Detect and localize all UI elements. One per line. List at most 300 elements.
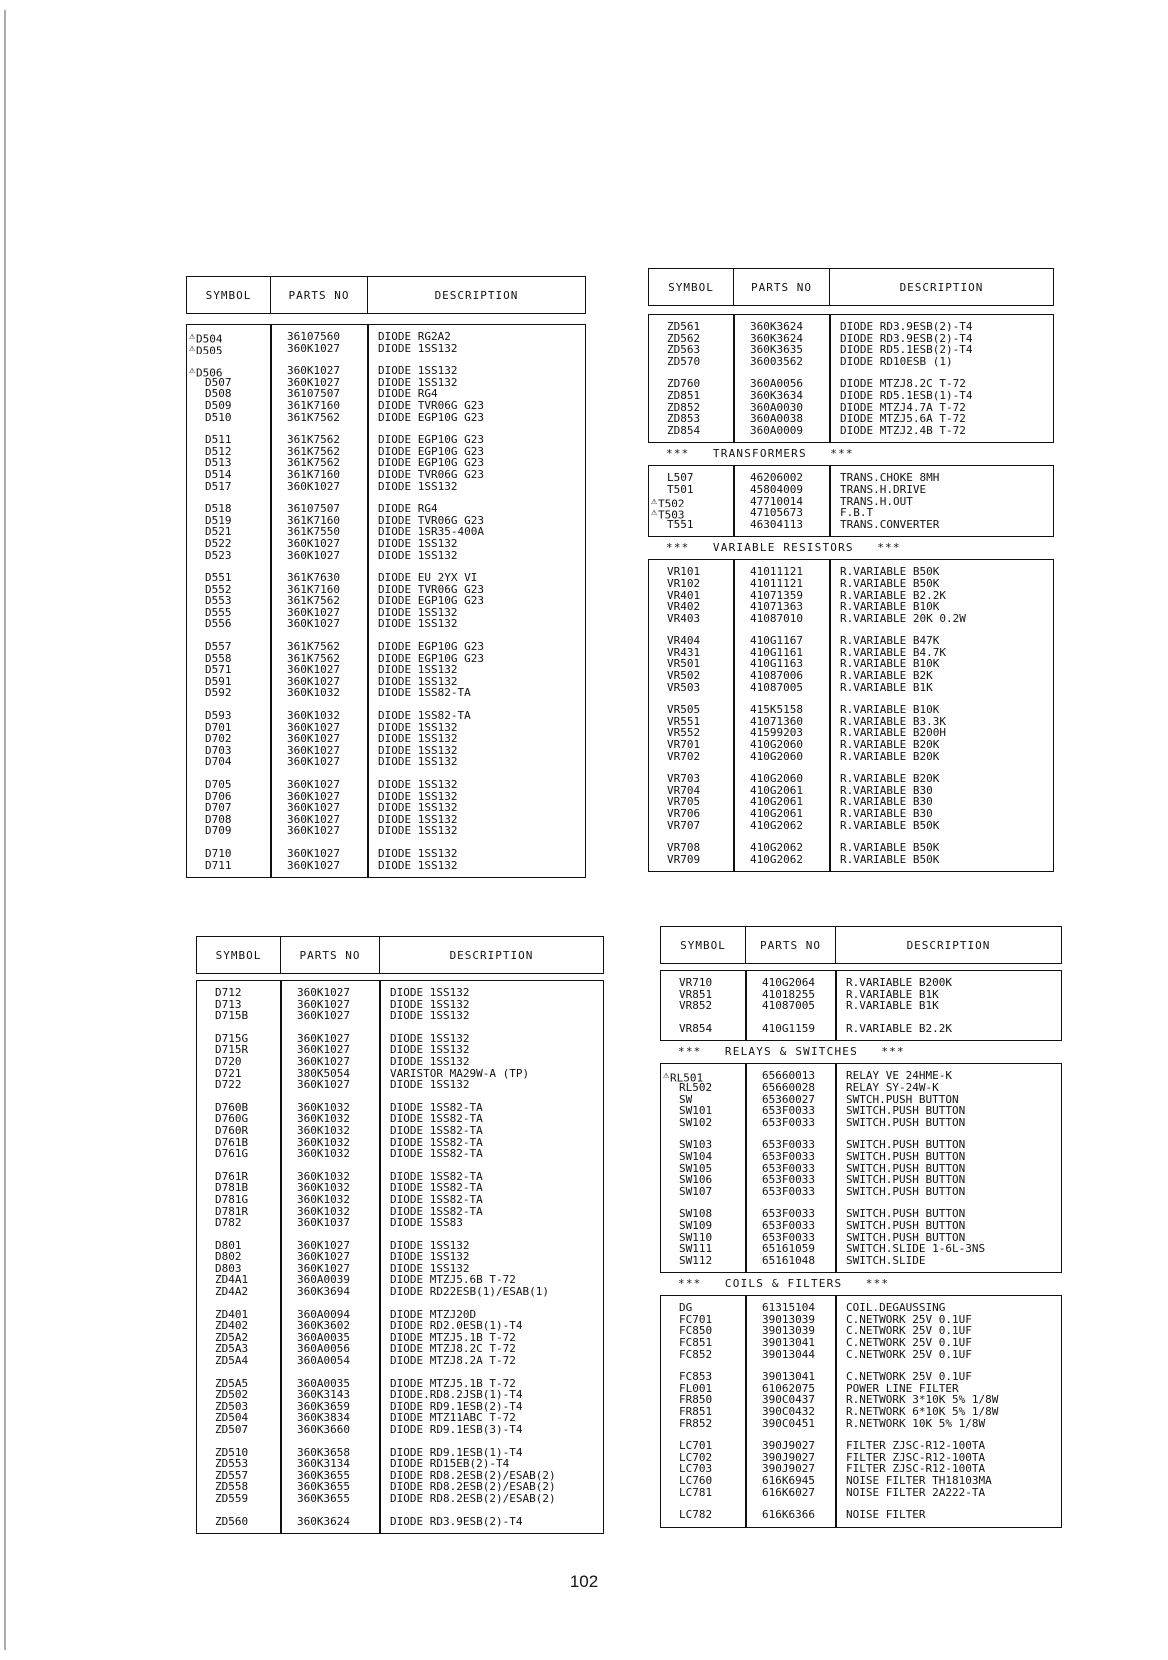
symbol-cell xyxy=(661,1371,746,1383)
row-group xyxy=(661,1139,1061,1197)
symbol-cell xyxy=(197,987,281,999)
symbol-cell xyxy=(197,1044,281,1056)
description-cell: DIODE RD8.2ESB(2)/ESAB(2) xyxy=(390,1481,556,1493)
symbol-cell xyxy=(187,791,271,803)
table-row xyxy=(187,722,585,734)
description-cell: COIL.DEGAUSSING xyxy=(846,1302,946,1314)
description-cell: DIODE RD9.1ESB(1)-T4 xyxy=(390,1446,523,1459)
table-header xyxy=(648,268,1054,306)
table-row xyxy=(649,390,1053,402)
parts-no-cell: 360K1032 xyxy=(297,1205,350,1218)
parts-no-cell: 36107507 xyxy=(287,503,340,515)
table-row xyxy=(197,987,603,999)
table-row xyxy=(649,613,1053,625)
symbol-cell xyxy=(649,842,734,854)
symbol-cell xyxy=(187,802,271,814)
symbol-cell xyxy=(197,1182,281,1194)
description-cell: DIODE 1SS132 xyxy=(378,342,458,355)
row-group xyxy=(649,566,1053,624)
description-cell: NOISE FILTER TH18103MA xyxy=(846,1475,992,1487)
description-cell: DIODE RD3.9ESB(2)-T4 xyxy=(390,1515,523,1528)
table-row xyxy=(187,791,585,803)
description-cell: DIODE EGP10G G23 xyxy=(378,457,484,469)
symbol-text: VR710 xyxy=(679,977,713,989)
table-row xyxy=(649,519,1053,531)
symbol-text: ZD5A2 xyxy=(215,1331,249,1344)
table-row xyxy=(661,1208,1061,1220)
table-row xyxy=(649,751,1053,763)
symbol-text: FC701 xyxy=(679,1313,713,1326)
description-cell: DIODE 1SS82-TA xyxy=(390,1205,483,1218)
parts-no-cell: 653F0033 xyxy=(762,1139,815,1151)
table-row xyxy=(187,365,585,377)
symbol-cell xyxy=(649,727,734,739)
description-cell: R.VARIABLE B2.2K xyxy=(846,1022,952,1035)
parts-no-cell: 61315104 xyxy=(762,1302,815,1314)
table-row xyxy=(661,1418,1061,1430)
description-cell: DIODE RD22ESB(1)/ESAB(1) xyxy=(390,1286,549,1298)
symbol-text: D802 xyxy=(215,1251,242,1263)
parts-no-cell: 36107507 xyxy=(287,388,340,400)
symbol-text: VR703 xyxy=(667,773,701,785)
parts-no-cell: 360K3624 xyxy=(297,1515,350,1528)
symbol-text: FC852 xyxy=(679,1348,713,1361)
header-description: DESCRIPTION xyxy=(434,288,519,302)
row-group xyxy=(197,1033,603,1091)
parts-no-cell: 41071360 xyxy=(750,715,803,728)
table-row xyxy=(649,601,1053,613)
table-row xyxy=(661,1302,1061,1314)
symbol-cell xyxy=(197,1401,281,1413)
row-group xyxy=(649,773,1053,831)
symbol-cell xyxy=(187,848,271,860)
table-row xyxy=(197,1309,603,1321)
table-row xyxy=(187,779,585,791)
table-row xyxy=(197,1493,603,1505)
symbol-text: SW107 xyxy=(679,1185,713,1198)
symbol-text: ZD502 xyxy=(215,1389,249,1401)
table-row xyxy=(661,1000,1061,1012)
parts-no-cell: 360K1027 xyxy=(287,825,340,837)
parts-no-cell: 41011121 xyxy=(750,566,803,578)
description-cell: DIODE RD5.1ESB(2)-T4 xyxy=(840,344,973,356)
description-cell: DIODE 1SS132 xyxy=(390,1079,470,1091)
description-cell: DIODE.RD8.2JSB(1)-T4 xyxy=(390,1389,523,1401)
parts-no-cell: 360K1027 xyxy=(287,744,340,757)
symbol-text: D509 xyxy=(205,399,232,412)
symbol-cell xyxy=(661,1220,746,1232)
symbol-text: D781R xyxy=(215,1205,249,1218)
table-row xyxy=(661,977,1061,989)
symbol-text: LC701 xyxy=(679,1440,713,1452)
symbol-text: D760R xyxy=(215,1124,249,1137)
parts-no-cell: 360K1027 xyxy=(297,987,350,999)
section-heading: *** TRANSFORMERS *** xyxy=(666,447,854,461)
column-divider xyxy=(829,466,831,536)
description-cell: DIODE 1SS132 xyxy=(378,618,458,631)
page-number: 102 xyxy=(569,1572,599,1591)
parts-no-cell: 360A0038 xyxy=(750,413,803,425)
description-cell: DIODE 1SS132 xyxy=(378,859,458,872)
description-cell: DIODE EU 2YX VI xyxy=(378,572,478,584)
description-cell: VARISTOR MA29W-A (TP) xyxy=(390,1067,530,1080)
symbol-text: RL501 xyxy=(670,1071,704,1082)
description-cell: DIODE RD10ESB (1) xyxy=(840,355,953,368)
table-row xyxy=(197,1033,603,1045)
description-cell: R.VARIABLE B10K xyxy=(840,601,940,613)
symbol-text: D703 xyxy=(205,744,232,757)
description-cell: DIODE 1SS132 xyxy=(378,606,458,619)
symbol-cell xyxy=(197,1068,281,1080)
symbol-text: D761G xyxy=(215,1148,249,1160)
symbol-cell xyxy=(197,1171,281,1183)
description-cell: DIODE 1SR35-400A xyxy=(378,526,484,538)
table-row xyxy=(187,538,585,550)
symbol-cell xyxy=(661,1418,746,1430)
symbol-cell xyxy=(197,1412,281,1424)
description-cell: SWITCH.PUSH BUTTON xyxy=(846,1105,966,1117)
symbol-cell xyxy=(661,1463,746,1475)
header-description: DESCRIPTION xyxy=(899,280,984,294)
description-cell: R.VARIABLE B20K xyxy=(840,773,940,785)
symbol-text: ZD854 xyxy=(667,424,701,437)
description-cell: NOISE FILTER 2A222-TA xyxy=(846,1486,986,1499)
symbol-text: D720 xyxy=(215,1055,242,1068)
parts-no-cell: 361K7562 xyxy=(287,641,340,653)
table-row xyxy=(187,733,585,745)
table-body xyxy=(186,324,586,891)
symbol-cell xyxy=(649,704,734,716)
description-cell: SWITCH.PUSH BUTTON xyxy=(846,1139,966,1151)
symbol-text: ZD851 xyxy=(667,389,701,402)
description-cell: R.VARIABLE B1K xyxy=(846,988,939,1001)
table-body xyxy=(648,314,1054,886)
description-cell: DIODE 1SS82-TA xyxy=(390,1193,483,1206)
parts-no-cell: 41011121 xyxy=(750,577,803,590)
table-row xyxy=(649,670,1053,682)
row-group xyxy=(197,1378,603,1436)
parts-no-cell: 36107560 xyxy=(287,331,340,343)
table-row xyxy=(661,1117,1061,1129)
parts-block xyxy=(648,559,1054,872)
table-row xyxy=(187,388,585,400)
table-row xyxy=(661,1243,1061,1255)
description-cell: DIODE RD9.1ESB(3)-T4 xyxy=(390,1424,523,1436)
description-cell: R.VARIABLE B200H xyxy=(840,727,946,740)
symbol-text: VR551 xyxy=(667,715,701,728)
symbol-cell xyxy=(197,1355,281,1367)
parts-no-cell: 410G2062 xyxy=(750,819,803,832)
parts-no-cell: 360K1027 xyxy=(287,756,340,768)
description-cell: DIODE 1SS132 xyxy=(378,779,458,791)
parts-no-cell: 39013044 xyxy=(762,1348,815,1361)
description-cell: DIODE MTZJ5.1B T-72 xyxy=(390,1331,516,1344)
symbol-text: ZD510 xyxy=(215,1446,249,1459)
description-cell: C.NETWORK 25V 0.1UF xyxy=(846,1371,972,1383)
parts-no-cell: 360A0054 xyxy=(297,1355,350,1367)
symbol-cell xyxy=(197,1470,281,1482)
row-group xyxy=(187,710,585,768)
description-cell: DIODE MTZJ4.7A T-72 xyxy=(840,401,966,414)
row-group xyxy=(197,1102,603,1160)
header-parts-no: PARTS NO xyxy=(271,277,368,313)
table-row xyxy=(187,664,585,676)
symbol-text: D519 xyxy=(205,514,232,527)
row-group xyxy=(197,1309,603,1367)
symbol-cell xyxy=(661,1487,746,1499)
symbol-text: D571 xyxy=(205,664,232,676)
table-row xyxy=(661,1174,1061,1186)
symbol-cell xyxy=(197,1056,281,1068)
parts-no-cell: 360K1032 xyxy=(297,1113,350,1125)
symbol-text: SW112 xyxy=(679,1254,713,1267)
parts-no-cell: 361K7160 xyxy=(287,583,340,596)
parts-no-cell: 415K5158 xyxy=(750,704,803,716)
description-cell: R.VARIABLE B2.2K xyxy=(840,589,946,602)
description-cell: DIODE RD8.2ESB(2)/ESAB(2) xyxy=(390,1492,556,1505)
symbol-cell xyxy=(661,1105,746,1117)
parts-no-cell: 410G2060 xyxy=(750,739,803,751)
description-cell: R.VARIABLE B1K xyxy=(840,681,933,694)
parts-no-cell: 361K7562 xyxy=(287,595,340,607)
parts-no-cell: 360K1027 xyxy=(287,549,340,562)
symbol-cell xyxy=(187,481,271,493)
symbol-cell xyxy=(649,682,734,694)
table-row xyxy=(197,1125,603,1137)
description-cell: DIODE MTZJ5.1B T-72 xyxy=(390,1377,516,1390)
parts-no-cell: 360K3655 xyxy=(297,1481,350,1493)
description-cell: DIODE 1SS82-TA xyxy=(390,1124,483,1137)
table-body xyxy=(660,970,1062,1535)
description-cell: R.VARIABLE B47K xyxy=(840,635,940,647)
parts-no-cell: 360A0056 xyxy=(750,378,803,390)
symbol-text: D715R xyxy=(215,1044,249,1056)
symbol-text: D711 xyxy=(205,859,232,872)
symbol-text: D709 xyxy=(205,825,232,837)
symbol-text: D511 xyxy=(205,434,232,446)
symbol-text: ZD559 xyxy=(215,1492,249,1505)
parts-no-cell: 410G2064 xyxy=(762,977,815,989)
symbol-text: VR854 xyxy=(679,1022,713,1035)
symbol-text: VR502 xyxy=(667,670,701,682)
description-cell: DIODE 1SS132 xyxy=(378,721,458,734)
description-cell: R.VARIABLE B4.7K xyxy=(840,646,946,659)
table-row xyxy=(187,457,585,469)
parts-table-top-left xyxy=(186,276,586,891)
symbol-cell xyxy=(187,687,271,699)
description-cell: DIODE TVR06G G23 xyxy=(378,514,484,527)
description-cell: DIODE RD3.9ESB(2)-T4 xyxy=(840,321,973,333)
table-row xyxy=(197,1079,603,1091)
table-row xyxy=(661,1383,1061,1395)
parts-no-cell: 360K3834 xyxy=(297,1412,350,1424)
symbol-text: D514 xyxy=(205,468,232,481)
table-row xyxy=(197,1113,603,1125)
symbol-text: D721 xyxy=(215,1067,242,1080)
description-cell: SWITCH.PUSH BUTTON xyxy=(846,1150,966,1163)
column-divider xyxy=(280,981,282,1533)
parts-no-cell: 361K7562 xyxy=(287,457,340,469)
symbol-text: D761B xyxy=(215,1136,249,1149)
symbol-text: LC760 xyxy=(679,1475,713,1487)
symbol-cell xyxy=(187,503,271,515)
symbol-cell xyxy=(649,739,734,751)
symbol-text: VR702 xyxy=(667,750,701,763)
symbol-cell xyxy=(187,607,271,619)
table-row xyxy=(649,333,1053,345)
parts-no-cell: 380K5054 xyxy=(297,1067,350,1080)
table-row xyxy=(649,344,1053,356)
symbol-cell xyxy=(187,676,271,688)
symbol-cell xyxy=(187,584,271,596)
parts-no-cell: 360K1027 xyxy=(287,365,340,377)
scan-edge xyxy=(4,10,6,1650)
symbol-cell xyxy=(187,745,271,757)
symbol-text: SW102 xyxy=(679,1116,713,1129)
table-row xyxy=(661,1105,1061,1117)
parts-no-cell: 360K1027 xyxy=(297,1079,350,1091)
symbol-cell xyxy=(187,641,271,653)
symbol-cell xyxy=(661,1255,746,1267)
parts-no-cell: 410G2060 xyxy=(750,750,803,763)
parts-no-cell: 65161059 xyxy=(762,1243,815,1255)
description-cell: C.NETWORK 25V 0.1UF xyxy=(846,1348,972,1361)
symbol-cell xyxy=(649,484,734,496)
header-parts-no: PARTS NO xyxy=(746,927,836,963)
safety-warning-icon: ⚠ xyxy=(189,342,196,354)
description-cell: DIODE RD2.0ESB(1)-T4 xyxy=(390,1320,523,1332)
row-group xyxy=(649,378,1053,436)
table-row xyxy=(661,1349,1061,1361)
parts-block xyxy=(648,314,1054,443)
symbol-text: LC702 xyxy=(679,1451,713,1464)
description-cell: DIODE 1SS132 xyxy=(378,733,458,745)
parts-no-cell: 39013039 xyxy=(762,1325,815,1338)
symbol-text: SW101 xyxy=(679,1105,713,1117)
symbol-text: SW104 xyxy=(679,1150,713,1163)
table-row xyxy=(197,1194,603,1206)
description-cell: DIODE TVR06G G23 xyxy=(378,583,484,596)
table-row xyxy=(661,1452,1061,1464)
table-row xyxy=(649,356,1053,368)
row-group xyxy=(187,779,585,837)
description-cell: DIODE 1SS132 xyxy=(378,480,458,493)
description-cell: DIODE 1SS132 xyxy=(390,1239,470,1252)
description-cell: DIODE 1SS132 xyxy=(378,825,458,837)
symbol-text: ZD4A1 xyxy=(215,1274,249,1287)
header-parts-no: PARTS NO xyxy=(734,269,830,305)
parts-no-cell: 360K3655 xyxy=(297,1492,350,1505)
symbol-text: VR403 xyxy=(667,612,701,625)
description-cell: DIODE 1SS132 xyxy=(378,756,458,768)
symbol-cell xyxy=(197,1137,281,1149)
symbol-cell xyxy=(649,635,734,647)
description-cell: R.VARIABLE B30 xyxy=(840,784,933,797)
symbol-text: D702 xyxy=(205,733,232,745)
description-cell: SWITCH.SLIDE xyxy=(846,1254,926,1267)
table-row xyxy=(197,1320,603,1332)
description-cell: FILTER ZJSC-R12-100TA xyxy=(846,1440,986,1452)
symbol-cell xyxy=(187,446,271,458)
description-cell: DIODE 1SS83 xyxy=(390,1217,463,1229)
column-divider xyxy=(733,560,735,871)
symbol-cell xyxy=(661,1383,746,1395)
symbol-text: ZD558 xyxy=(215,1481,249,1493)
parts-no-cell: 410G2061 xyxy=(750,784,803,797)
symbol-cell xyxy=(661,1082,746,1094)
symbol-text: D704 xyxy=(205,756,232,768)
symbol-cell xyxy=(197,1206,281,1218)
table-row xyxy=(649,378,1053,390)
row-group xyxy=(661,1208,1061,1266)
table-row xyxy=(649,590,1053,602)
symbol-cell xyxy=(649,356,734,368)
symbol-cell xyxy=(649,507,734,519)
table-row xyxy=(661,1255,1061,1267)
symbol-text: D557 xyxy=(205,641,232,653)
header-description: DESCRIPTION xyxy=(449,948,534,962)
table-row xyxy=(661,1094,1061,1106)
symbol-text: T551 xyxy=(667,518,694,531)
description-cell: TRANS.H.DRIVE xyxy=(840,483,927,496)
parts-no-cell: 361K7562 xyxy=(287,411,340,424)
table-row xyxy=(661,1487,1061,1499)
parts-no-cell: 360K3635 xyxy=(750,344,803,356)
parts-no-cell: 360K1027 xyxy=(287,847,340,860)
column-divider xyxy=(367,325,369,877)
parts-no-cell: 616K6027 xyxy=(762,1486,815,1499)
description-cell: DIODE EGP10G G23 xyxy=(378,434,484,446)
symbol-text: VR505 xyxy=(667,704,701,716)
symbol-text: D506 xyxy=(196,366,223,377)
table-row xyxy=(197,1056,603,1068)
table-row xyxy=(661,1082,1061,1094)
table-row xyxy=(197,1378,603,1390)
symbol-cell xyxy=(661,1094,746,1106)
symbol-text: ZD5A4 xyxy=(215,1355,249,1367)
table-row xyxy=(649,842,1053,854)
description-cell: R.NETWORK 3*10K 5% 1/8W xyxy=(846,1394,999,1407)
symbol-text: FC853 xyxy=(679,1371,713,1383)
description-cell: DIODE TVR06G G23 xyxy=(378,399,484,412)
description-cell: DIODE MTZJ8.2C T-72 xyxy=(840,378,966,390)
table-row xyxy=(649,739,1053,751)
table-row xyxy=(187,802,585,814)
parts-no-cell: 360K1027 xyxy=(287,859,340,872)
symbol-cell xyxy=(661,1302,746,1314)
parts-no-cell: 45804009 xyxy=(750,483,803,496)
description-cell: DIODE RD5.1ESB(1)-T4 xyxy=(840,389,973,402)
symbol-cell xyxy=(661,1139,746,1151)
table-row xyxy=(197,1401,603,1413)
parts-no-cell: 360K3143 xyxy=(297,1389,350,1401)
description-cell: R.VARIABLE B2K xyxy=(840,670,933,682)
symbol-cell xyxy=(661,1406,746,1418)
symbol-cell xyxy=(661,1208,746,1220)
symbol-cell xyxy=(197,1102,281,1114)
table-row xyxy=(649,578,1053,590)
table-row xyxy=(649,785,1053,797)
table-row xyxy=(661,989,1061,1001)
parts-no-cell: 361K7550 xyxy=(287,526,340,538)
parts-no-cell: 360A0094 xyxy=(297,1308,350,1321)
symbol-cell xyxy=(661,1349,746,1361)
description-cell: C.NETWORK 25V 0.1UF xyxy=(846,1337,972,1349)
description-cell: DIODE RD3.9ESB(2)-T4 xyxy=(840,332,973,345)
symbol-text: ZD560 xyxy=(215,1515,249,1528)
parts-table-bottom-left xyxy=(196,936,604,1542)
table-row xyxy=(649,484,1053,496)
